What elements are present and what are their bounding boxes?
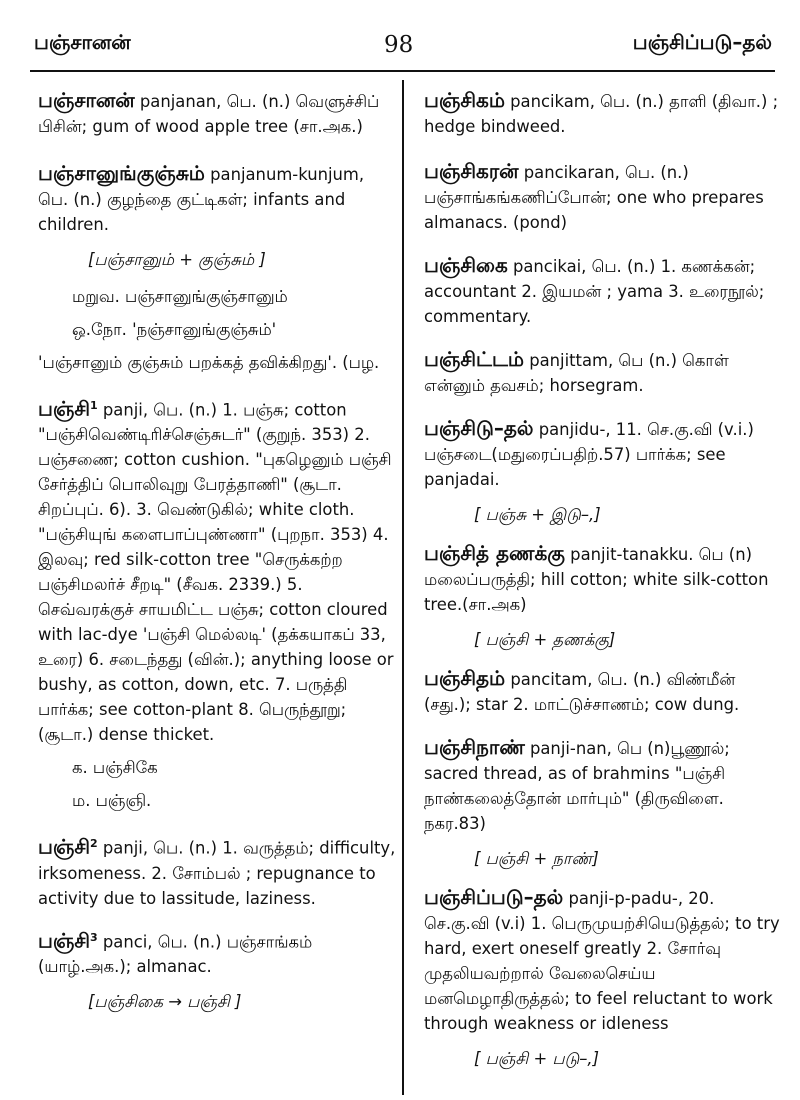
entry (424, 666, 782, 717)
definition: pancikaran, பெ. (n.) பஞ்சாங்கங்கணிப்போன்; one who prepares almanacs. (pond) (424, 163, 764, 232)
header-rule (30, 70, 775, 72)
proverb: 'பஞ்சானும் குஞ்சும் பறக்கத் தவிக்கிறது'. (பழ. (38, 353, 380, 372)
header-guide-word-right: பஞ்சிப்படு–தல் (632, 30, 772, 54)
headword: பஞ்சிப்படு–தல் (424, 885, 564, 909)
headword: பஞ்சிடு–தல் (424, 416, 534, 440)
entry (424, 88, 782, 139)
definition: pancikai, பெ. (n.) 1. கணக்கன்; accountant 2. இயமன் ; yama 3. உரைநூல்; commentary. (424, 257, 765, 326)
entry (424, 416, 782, 527)
entry (424, 253, 782, 329)
etymology-note: [ பஞ்சி + படு–,] (474, 1049, 600, 1068)
definition: panjidu-, 11. செ.கு.வி (v.i.) பஞ்சடை(மதுரைப்பதிற்.57) பார்க்க; see panjadai. (424, 420, 754, 489)
definition: panji, பெ. (n.) 1. பஞ்சு; cotton "பஞ்சிவெண்டிரிச்செஞ்சுடர்" (குறுந். 353) 2. பஞ்சணை; cotton cushion. "புகழெனும் பஞ்சி சேர்த்திப் பொலிவுறு பேரத்தாணி" (சூடா. சிறப்புப். 6). 3. வெண்டுகில்; white cloth. "பஞ்சியுங் களைபாப்புண்ணா" (புறநா. 353) 4. இலவு; red silk-cotton tree "செருக்கற்ற பஞ்சிமலர்ச் சீறடி" (சீவக. 2339.) 5. செவ்வரக்குச் சாயமிட்ட பஞ்சு; cotton cloured with lac-dye 'பஞ்சி மெல்லடி' (தக்கயாகப் 33, உரை) 6. சடைந்தது (வின்.); anything loose or bushy, as cotton, down, etc. 7. பருத்தி பார்க்க; see cotton-plant 8. பெருந்தூறு; (சூடா.) dense thicket. (38, 400, 394, 745)
related-form: மறுவ. பஞ்சானுங்குஞ்சானும் (72, 287, 288, 306)
definition: panji-nan, பெ (n)பூணூல்; sacred thread, as of brahmins "பஞ்சி நாண்கலைத்தோன் மார்பும்" (திருவிளை. நகர.83) (424, 739, 730, 833)
definition: panjanum-kunjum, பெ. (n.) குழந்தை குட்டிகள்; infants and children. (38, 165, 365, 234)
headword: பஞ்சிகரன் (424, 159, 519, 183)
definition: panjittam, பெ (n.) கொள் என்னும் தவசம்; horsegram. (424, 351, 729, 395)
entry (424, 347, 782, 398)
headword: பஞ்சானன் (38, 88, 135, 112)
entry (424, 159, 782, 235)
headword: பஞ்சி (38, 834, 91, 859)
homograph-number: 2 (90, 837, 98, 851)
headword: பஞ்சி (38, 396, 91, 421)
left-column (38, 88, 398, 1028)
headword: பஞ்சி (38, 928, 91, 953)
right-column (424, 88, 782, 1085)
definition: panji-p-padu-, 20. செ.கு.வி (v.i) 1. பெருமுயற்சியெடுத்தல்; to try hard, exert oneself greatly 2. சோர்வு முதலியவற்றால் வேலைசெய்ய மனமெழாதிருத்தல்; to feel reluctant to work through weakness or idleness (424, 889, 780, 1033)
etymology-note: [பஞ்சானும் + குஞ்சும் ] (88, 250, 266, 269)
etymology-note: [ பஞ்சு + இடு–,] (474, 505, 601, 524)
related-form: ஒ.நோ. 'நஞ்சானுங்குஞ்சும்' (72, 320, 277, 339)
homograph-number: 1 (90, 399, 98, 412)
definition: pancikam, பெ. (n.) தாளி (திவா.) ; hedge bindweed. (424, 92, 779, 136)
headword: பஞ்சித் தணக்கு (424, 541, 565, 565)
headword: பஞ்சானுங்குஞ்சும் (38, 161, 205, 185)
entry (424, 541, 782, 652)
etymology-note: [ பஞ்சி + நாண்] (474, 849, 599, 868)
entry (424, 735, 782, 871)
entry (38, 831, 398, 910)
entry (38, 393, 398, 813)
entry (424, 885, 782, 1071)
header-guide-word-left: பஞ்சானன் (34, 30, 131, 54)
headword: பஞ்சிநாண் (424, 735, 525, 759)
entry (38, 161, 398, 375)
column-divider (402, 80, 404, 1095)
headword: பஞ்சிதம் (424, 666, 506, 690)
headword: பஞ்சிகம் (424, 88, 505, 112)
page-header (0, 0, 800, 70)
definition: panci, பெ. (n.) பஞ்சாங்கம் (யாழ்.அக.); almanac. (38, 932, 313, 977)
page-number: 98 (384, 32, 414, 58)
etymology-note: [ பஞ்சி + தணக்கு] (474, 630, 616, 649)
cognate: ம. பஞ்ஞி. (72, 791, 152, 811)
definition: panji, பெ. (n.) 1. வருத்தம்; difficulty, irksomeness. 2. சோம்பல் ; repugnance to activity due to lassitude, laziness. (38, 838, 396, 908)
etymology-note: [பஞ்சிகை → பஞ்சி ] (88, 992, 242, 1012)
entry (38, 925, 398, 1014)
headword: பஞ்சிட்டம் (424, 347, 524, 371)
definition: panjanan, பெ. (n.) வெளுச்சிப் பிசின்; gum of wood apple tree (சா.அக.) (38, 92, 380, 136)
entry (38, 88, 398, 139)
definition: pancitam, பெ. (n.) விண்மீன் (சது.); star 2. மாட்டுச்சாணம்; cow dung. (424, 670, 740, 714)
homograph-number: 3 (90, 930, 98, 944)
headword: பஞ்சிகை (424, 253, 508, 277)
definition: panjit-tanakku. பெ (n) மலைப்பருத்தி; hill cotton; white silk-cotton tree.(சா.அக) (424, 545, 769, 614)
cognate: க. பஞ்சிகே (72, 758, 158, 778)
